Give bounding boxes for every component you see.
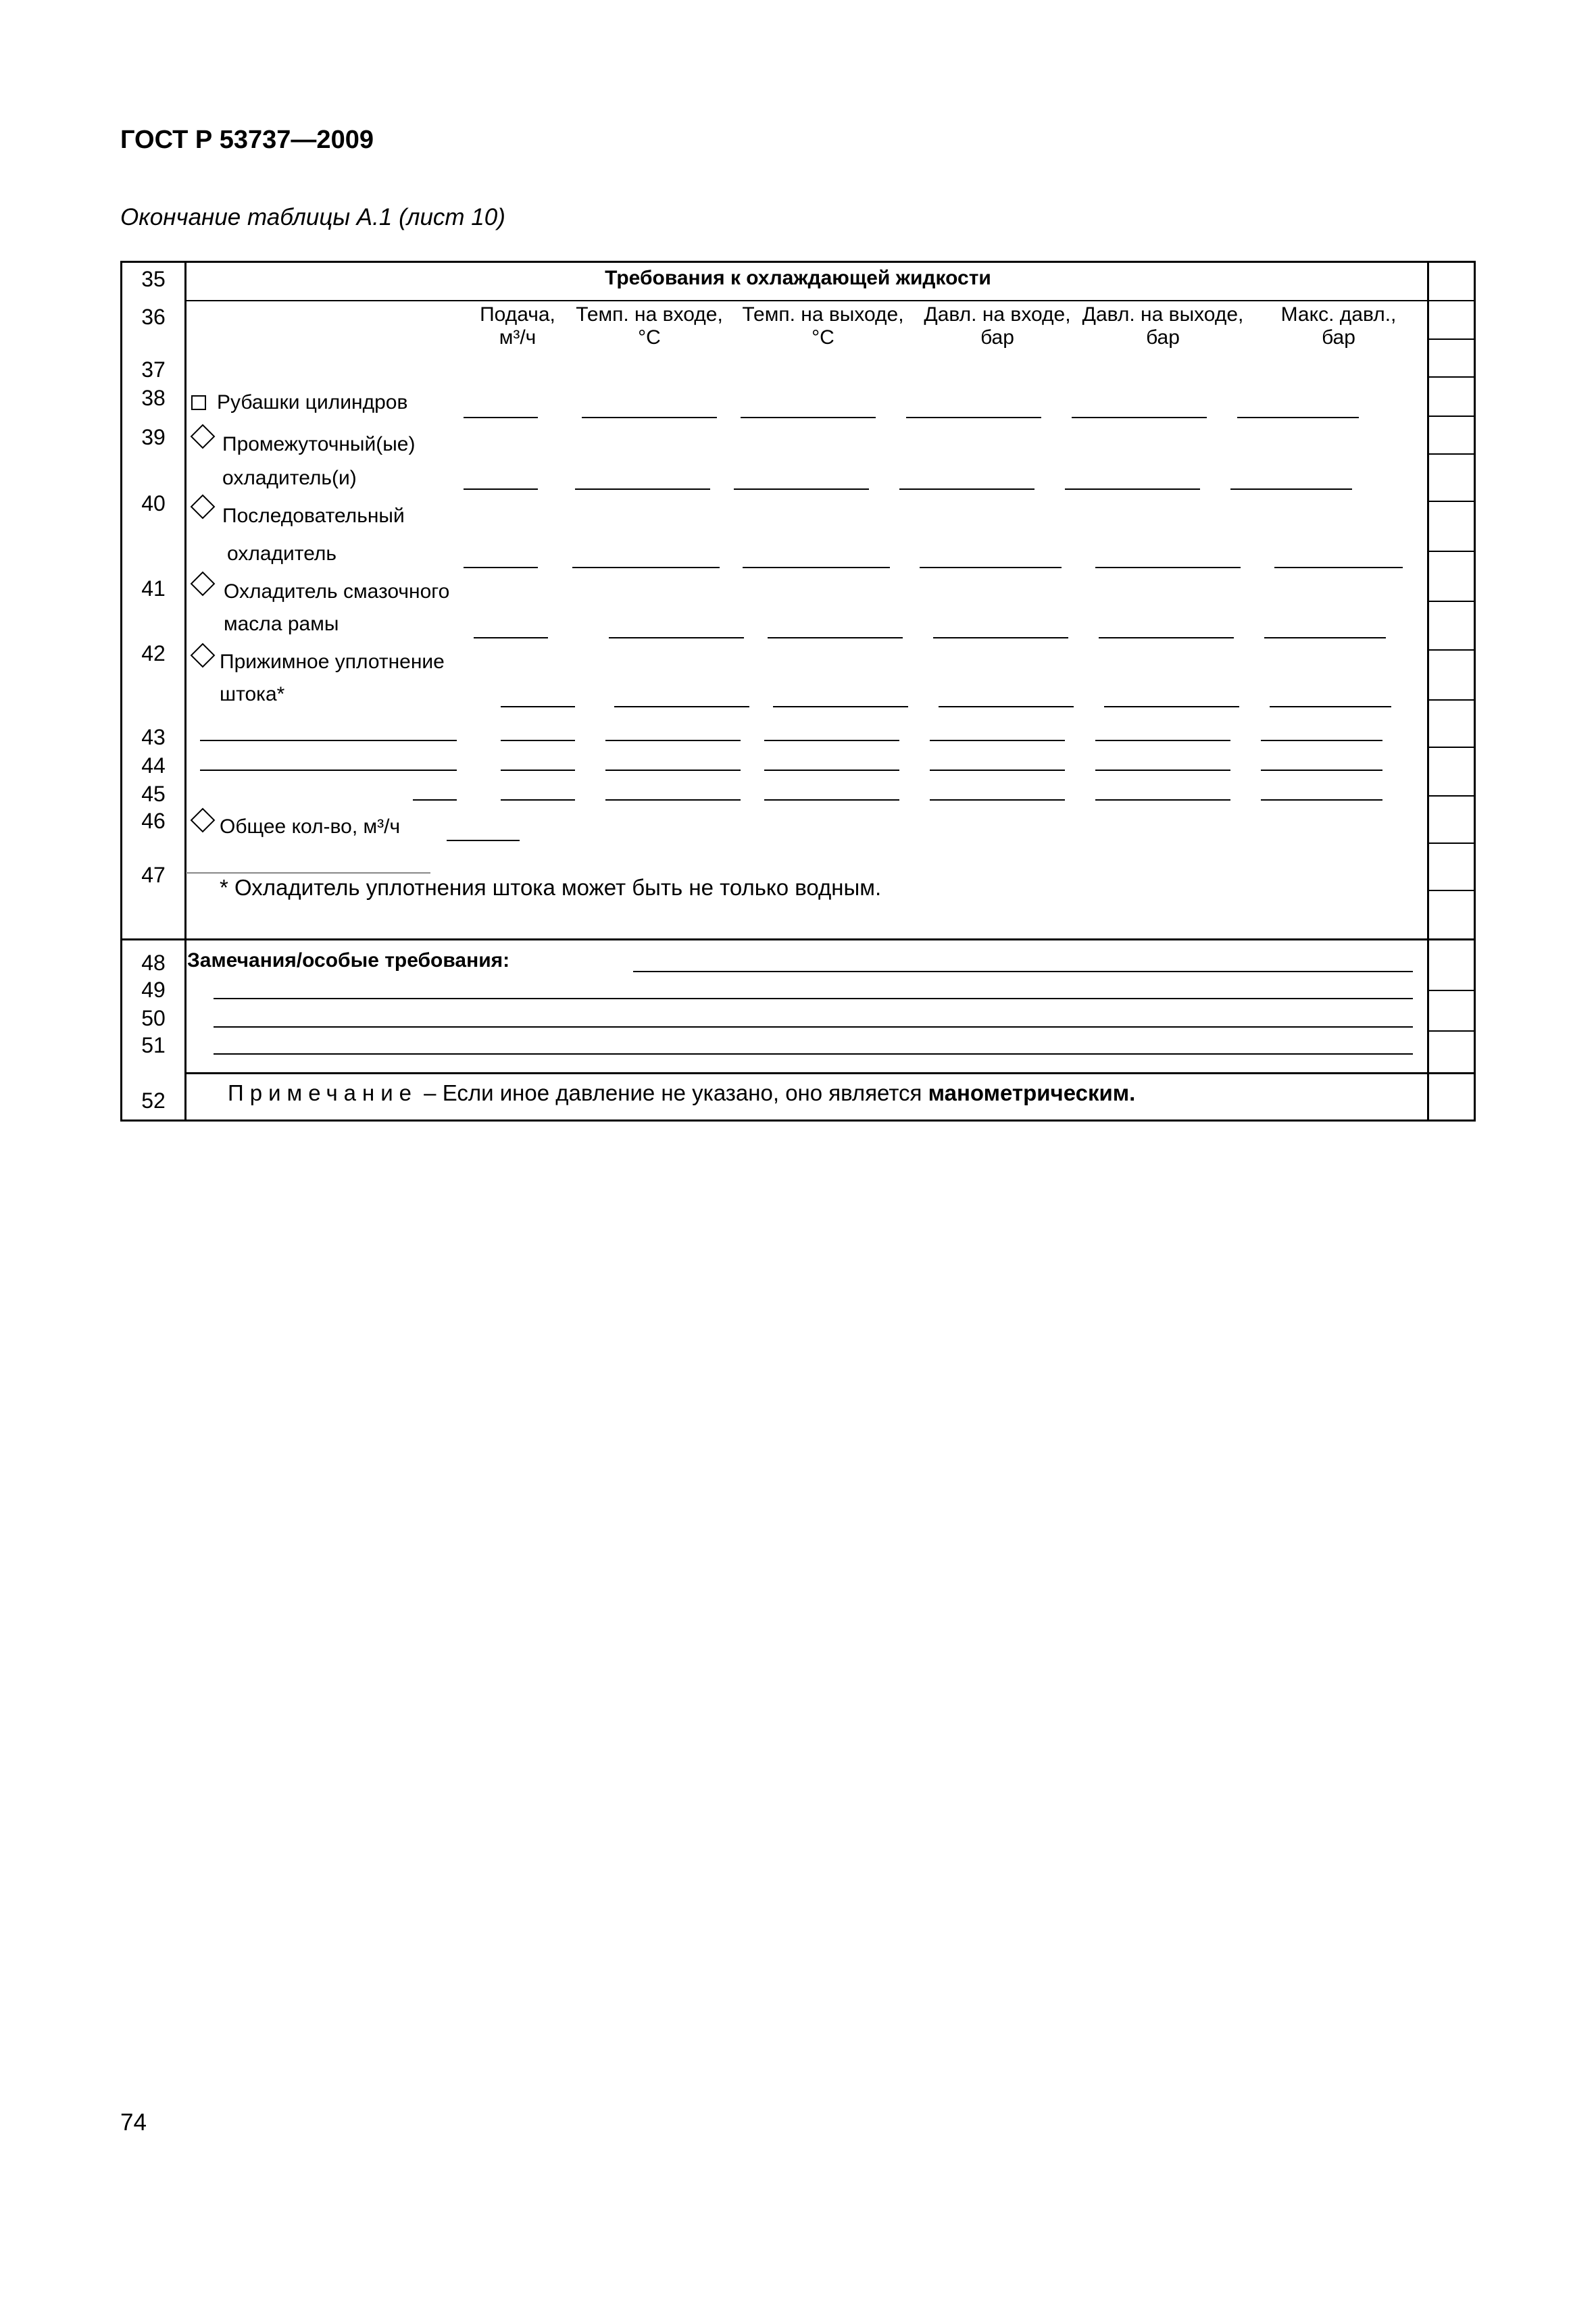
row-number: 49 [141, 978, 166, 1002]
blank-field[interactable] [764, 799, 899, 801]
aftercooler-label-cont: охладитель [227, 543, 337, 565]
blank-field[interactable] [582, 417, 717, 418]
column-header-flow: Подача, м³/ч [480, 303, 555, 349]
blank-field[interactable] [572, 567, 720, 568]
row-number: 48 [141, 951, 166, 975]
check-rule [1427, 376, 1474, 378]
row-number: 44 [141, 753, 166, 778]
blank-field[interactable] [930, 770, 1065, 771]
intercooler-label-cont: охладитель(и) [222, 467, 357, 489]
remarks-label: Замечания/особые требования: [187, 949, 510, 972]
row-number: 46 [141, 809, 166, 833]
blank-field[interactable] [1104, 706, 1239, 707]
check-rule [1427, 842, 1474, 844]
blank-field[interactable] [575, 488, 710, 490]
row-number: 41 [141, 576, 166, 601]
check-rule [1427, 416, 1474, 417]
column-header-outlet-pressure: Давл. на выходе, бар [1082, 303, 1244, 349]
intercooler-label: Промежуточный(ые) [222, 433, 416, 455]
blank-field[interactable] [920, 567, 1062, 568]
blank-field[interactable] [1072, 417, 1207, 418]
blank-field[interactable] [1065, 488, 1200, 490]
blank-field[interactable] [1095, 799, 1230, 801]
rod-packing-diamond-icon[interactable] [190, 641, 217, 671]
blank-field[interactable] [1261, 799, 1382, 801]
table-caption: Окончание таблицы А.1 (лист 10) [120, 204, 505, 230]
row-number: 51 [141, 1033, 166, 1057]
row-number: 47 [141, 863, 166, 887]
requirements-table [120, 261, 1476, 1122]
blank-field[interactable] [939, 706, 1074, 707]
blank-field[interactable] [1274, 567, 1403, 568]
remarks-line[interactable] [214, 1026, 1413, 1028]
check-rule [1427, 699, 1474, 701]
blank-field[interactable] [743, 567, 890, 568]
document-title: ГОСТ Р 53737—2009 [120, 126, 374, 154]
blank-field[interactable] [1261, 770, 1382, 771]
check-rule [1427, 551, 1474, 552]
blank-field[interactable] [501, 706, 575, 707]
check-rule [1427, 747, 1474, 748]
blank-field[interactable] [464, 488, 538, 490]
row-number: 52 [141, 1088, 166, 1113]
rod-packing-label: Прижимное уплотнение [220, 651, 445, 673]
cylinder-jackets-checkbox[interactable] [191, 395, 206, 410]
blank-field[interactable] [614, 706, 749, 707]
remarks-line[interactable] [214, 998, 1413, 999]
row-rule [122, 938, 1474, 940]
blank-field[interactable] [1261, 740, 1382, 741]
check-rule [1427, 338, 1474, 340]
check-rule [1427, 649, 1474, 651]
check-rule [1427, 990, 1474, 991]
blank-field[interactable] [501, 740, 575, 741]
oil-cooler-diamond-icon[interactable] [190, 570, 217, 599]
total-flow-diamond-icon[interactable] [190, 806, 217, 836]
cylinder-jackets-label: Рубашки цилиндров [217, 391, 408, 413]
blank-field[interactable] [906, 417, 1041, 418]
blank-field[interactable] [930, 799, 1065, 801]
blank-field[interactable] [464, 567, 538, 568]
total-flow-label: Общее кол-во, м³/ч [220, 815, 401, 838]
remarks-line[interactable] [214, 1053, 1413, 1055]
blank-field[interactable] [1095, 567, 1241, 568]
aftercooler-diamond-icon[interactable] [190, 493, 217, 522]
footnote: * Охладитель уплотнения штока может быть не только водным. [220, 875, 882, 900]
column-header-inlet-pressure: Давл. на входе, бар [924, 303, 1071, 349]
blank-field[interactable] [764, 770, 899, 771]
blank-field[interactable] [501, 770, 575, 771]
row-number: 37 [141, 357, 166, 382]
check-rule [1427, 890, 1474, 891]
custom-item-field[interactable] [200, 770, 457, 771]
blank-field[interactable] [741, 417, 876, 418]
row-number: 40 [141, 491, 166, 515]
blank-field[interactable] [1230, 488, 1352, 490]
blank-field[interactable] [933, 637, 1068, 638]
blank-field[interactable] [930, 740, 1065, 741]
row-rule [184, 1072, 1474, 1074]
row-number: 36 [141, 305, 166, 329]
blank-field[interactable] [734, 488, 869, 490]
check-rule [1427, 501, 1474, 502]
row-number: 50 [141, 1006, 166, 1030]
blank-field[interactable] [899, 488, 1034, 490]
blank-field[interactable] [447, 840, 520, 841]
custom-item-field[interactable] [413, 799, 457, 801]
blank-field[interactable] [464, 417, 538, 418]
blank-field[interactable] [605, 740, 741, 741]
row-rule [184, 300, 1474, 301]
blank-field[interactable] [1099, 637, 1234, 638]
blank-field[interactable] [773, 706, 908, 707]
check-rule [1427, 795, 1474, 797]
custom-item-field[interactable] [200, 740, 457, 741]
col-divider-number [184, 263, 186, 1120]
check-rule [1427, 1030, 1474, 1032]
row-number: 38 [141, 386, 166, 410]
oil-cooler-label-cont: масла рамы [224, 613, 339, 635]
footnote-separator [186, 872, 430, 874]
row-number: 35 [141, 267, 166, 291]
page-number: 74 [120, 2109, 147, 2136]
blank-field[interactable] [605, 770, 741, 771]
row-number: 39 [141, 425, 166, 449]
blank-field[interactable] [1237, 417, 1359, 418]
column-header-max-pressure: Макс. давл., бар [1280, 303, 1397, 349]
blank-field[interactable] [768, 637, 903, 638]
section-title: Требования к охлаждающей жидкости [605, 267, 991, 289]
row-number: 42 [141, 641, 166, 665]
column-header-inlet-temp: Темп. на входе, °С [576, 303, 723, 349]
row-number: 43 [141, 725, 166, 749]
blank-field[interactable] [474, 637, 548, 638]
check-rule [1427, 453, 1474, 455]
blank-field[interactable] [501, 799, 575, 801]
intercooler-diamond-icon[interactable] [190, 422, 217, 452]
blank-field[interactable] [1264, 637, 1386, 638]
blank-field[interactable] [764, 740, 899, 741]
aftercooler-label: Последовательный [222, 505, 405, 527]
oil-cooler-label: Охладитель смазочного [224, 580, 450, 603]
row-number: 45 [141, 782, 166, 806]
pressure-note: Примечание – Если иное давление не указано, оно является манометрическим. [228, 1080, 1136, 1105]
blank-field[interactable] [609, 637, 744, 638]
blank-field[interactable] [1095, 770, 1230, 771]
check-rule [1427, 601, 1474, 602]
blank-field[interactable] [605, 799, 741, 801]
blank-field[interactable] [1270, 706, 1391, 707]
rod-packing-label-cont: штока* [220, 683, 285, 705]
blank-field[interactable] [1095, 740, 1230, 741]
remarks-line[interactable] [633, 971, 1413, 972]
column-header-outlet-temp: Темп. на выходе, °С [742, 303, 904, 349]
